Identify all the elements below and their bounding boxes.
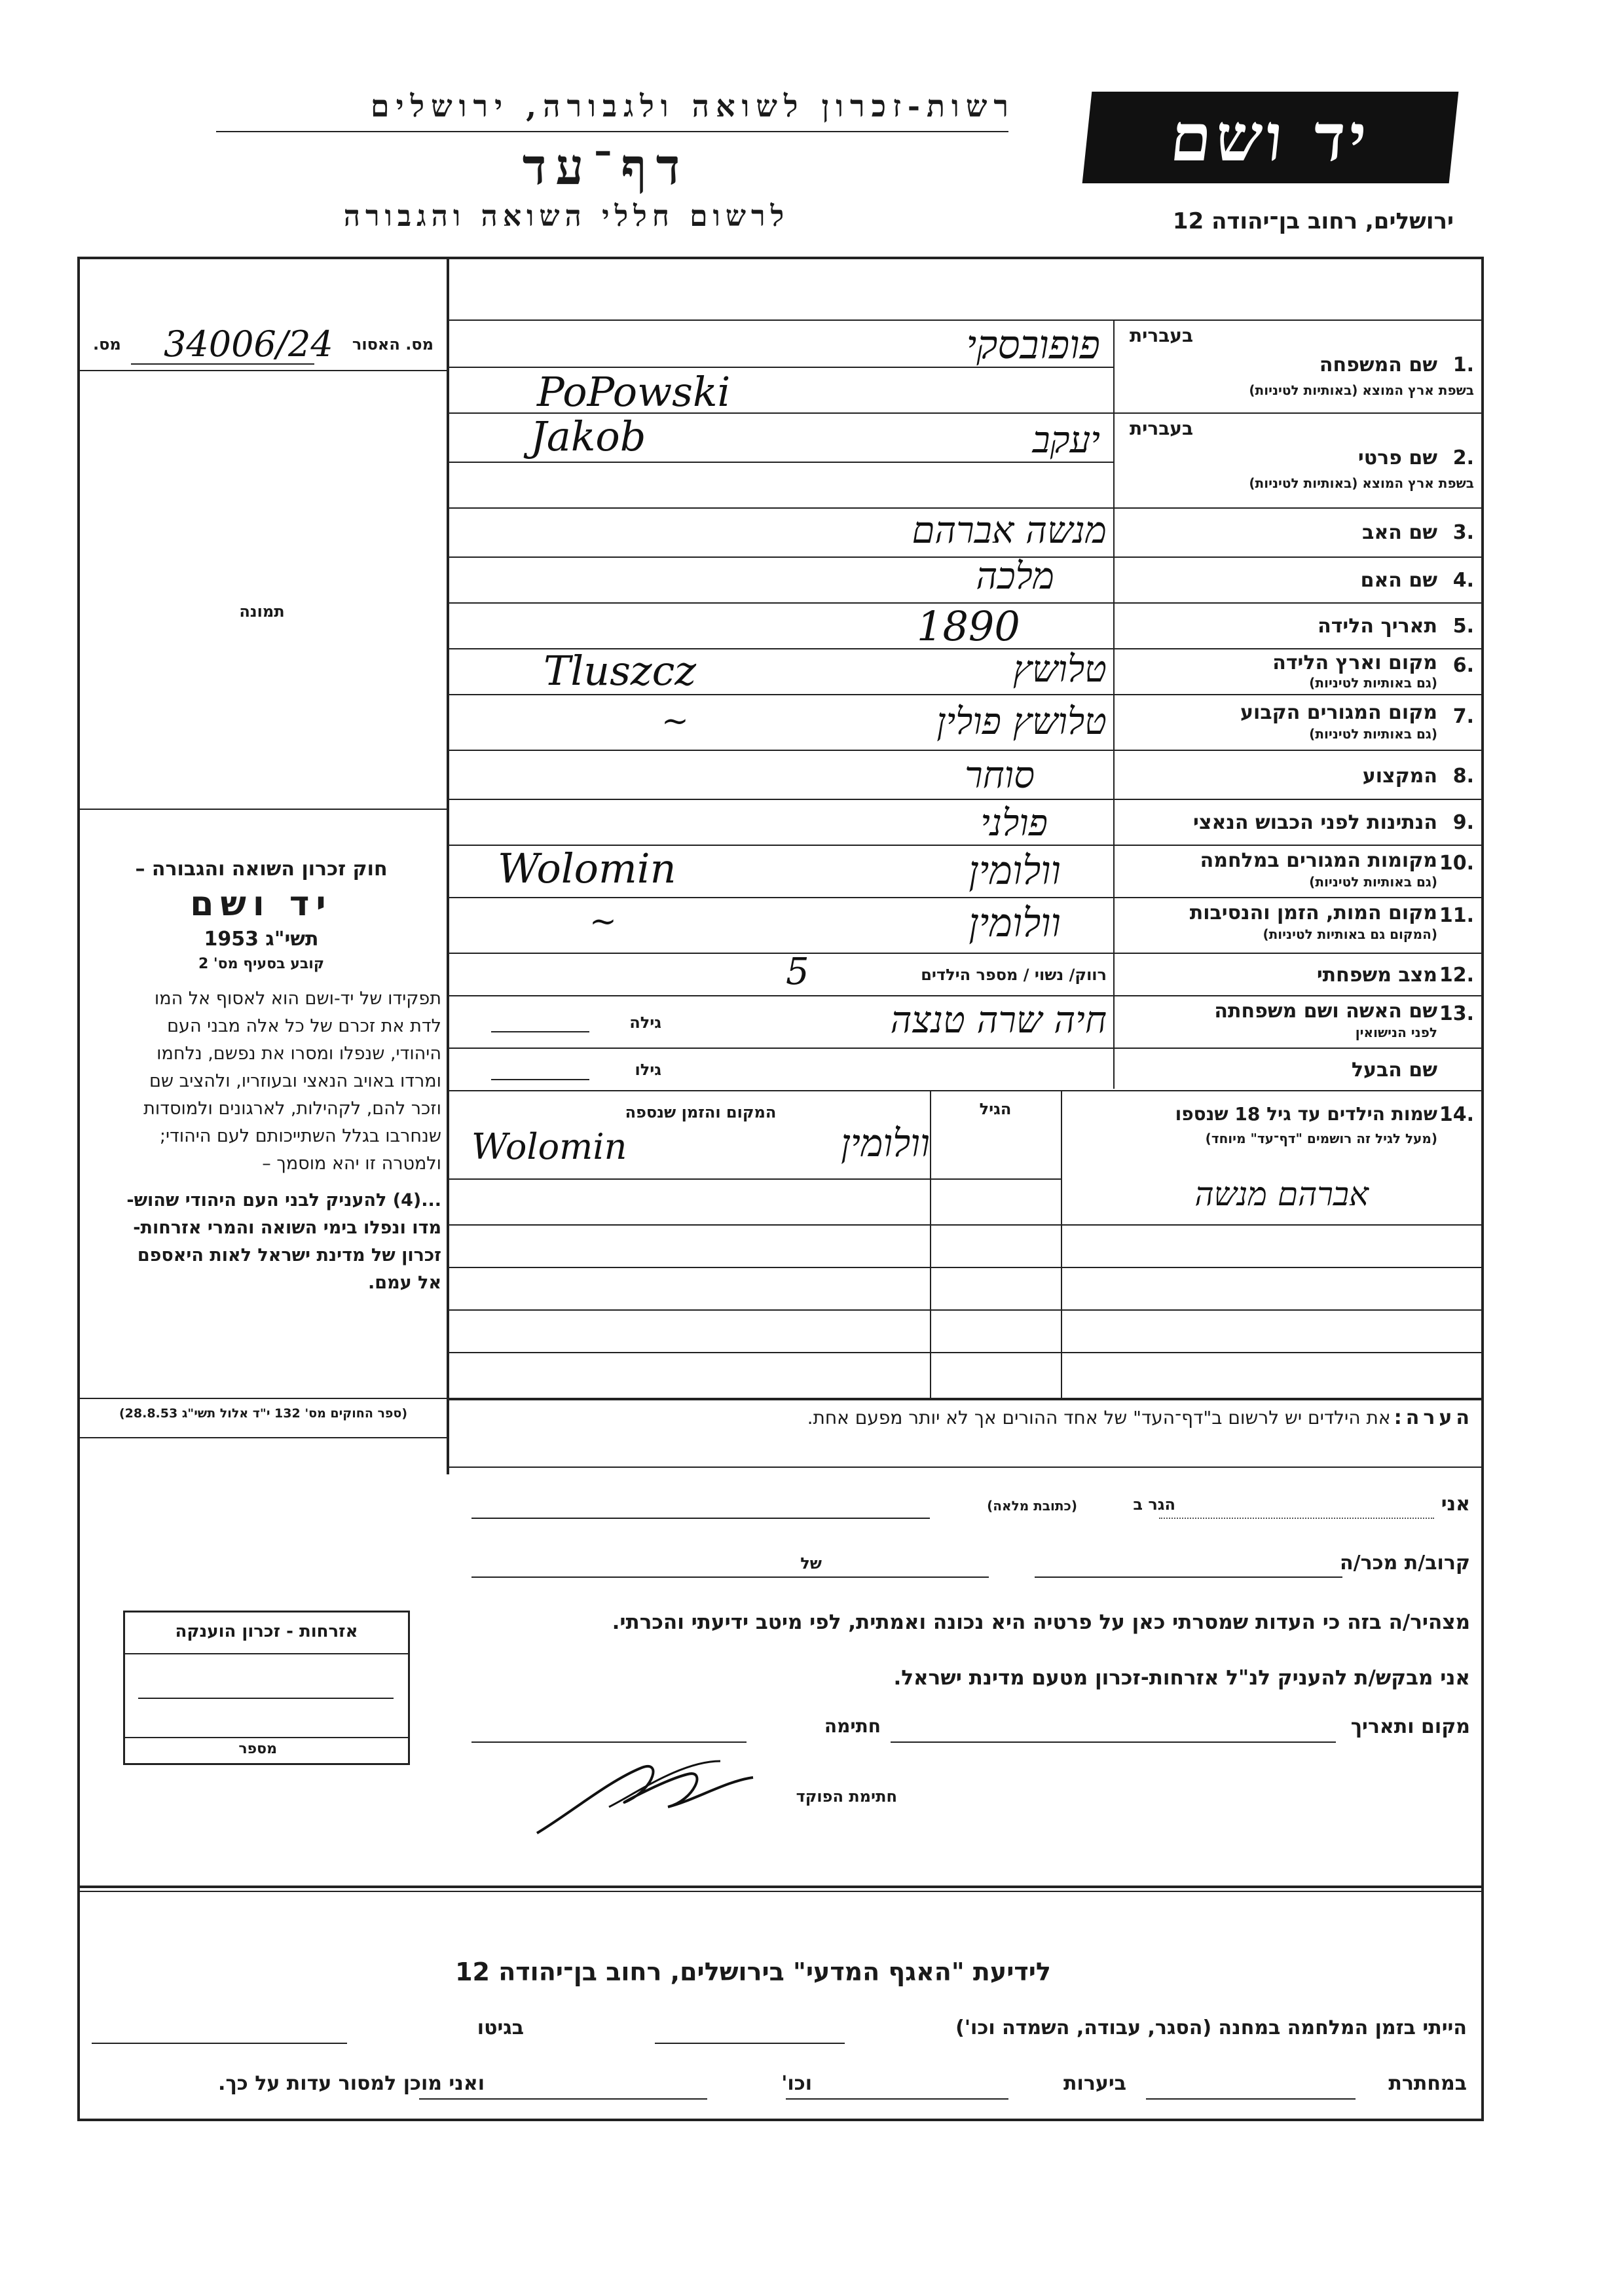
left-column-divider xyxy=(447,257,449,1474)
field-sub: בשפת ארץ המוצא (באותיות לטיניות) xyxy=(1249,382,1474,398)
footer-separator xyxy=(77,1886,1481,1888)
decl-request: אני מבקש/ת להעניק לנ"ל אזרחות-זכרון מטעם מדינת ישראל. xyxy=(893,1666,1470,1690)
wife-age-label: גילה xyxy=(629,1013,661,1032)
declaration-line-2 xyxy=(458,1552,1470,1584)
decl-relation: קרוב/ת מכר/ה xyxy=(1340,1552,1470,1575)
decl-line xyxy=(471,1518,930,1519)
row-line xyxy=(447,1090,1481,1091)
decl-line xyxy=(1035,1576,1342,1578)
archive-number-row xyxy=(85,323,439,367)
decl-signature: חתימה xyxy=(824,1715,881,1737)
citizenship-granted-box xyxy=(123,1611,410,1765)
residence-hebrew: טלושץ פולין xyxy=(936,701,1107,743)
footer-line-1 xyxy=(85,2016,1467,2049)
field-wartime-residence xyxy=(1116,847,1477,896)
children-count: 5 xyxy=(786,951,809,993)
law-clause: קובע בסעיף מס' 2 xyxy=(198,956,325,972)
law-title: חוק זכרון השואה והגבורה – xyxy=(135,858,388,881)
row-line xyxy=(447,507,1481,509)
label-column-divider xyxy=(1113,319,1115,1089)
field-label: שם האב xyxy=(1362,521,1437,544)
field-residence xyxy=(1116,696,1477,748)
field-label: שם פרטי xyxy=(1357,446,1437,469)
field-marital-status xyxy=(1116,955,1477,994)
field-number: 14. xyxy=(1439,1103,1474,1126)
law-text-line: מדו ונפלו בימי השואה והמרי אזרחות- xyxy=(133,1218,441,1238)
children-row-line xyxy=(447,1267,1481,1268)
field-lang: בעברית xyxy=(1130,325,1194,346)
decl-line xyxy=(1159,1518,1434,1519)
box-line xyxy=(138,1698,394,1699)
box-number: מספר xyxy=(238,1741,277,1757)
field-sub: (גם באותיות לטיניות) xyxy=(1309,675,1437,691)
law-text-line: זכרון של מדינת ישראל לאות היאספם xyxy=(137,1245,441,1266)
residence-mark: ~ xyxy=(661,702,689,740)
field-label: תאריך הלידה xyxy=(1318,615,1437,638)
archive-underline xyxy=(131,363,314,365)
field-label: שם האשה ושם משפחתה xyxy=(1214,1000,1437,1023)
note-text: את הילדים יש לרשום ב"דף־העד" של אחד ההורים אך לא יותר מפעם אחת. xyxy=(807,1407,1391,1429)
field-husband-name xyxy=(1116,1049,1477,1089)
birth-place-latin: Tluszcz xyxy=(544,647,696,695)
law-source: (ספר החוקים מס' 132 י"ד אלול תשי"ג 28.8.53) xyxy=(119,1406,408,1421)
children-row-line xyxy=(447,1178,1061,1180)
note-label: הערה: xyxy=(1393,1406,1473,1429)
death-place-mark: ~ xyxy=(589,902,617,940)
row-line xyxy=(447,799,1481,800)
occupation-value: סוחר xyxy=(965,754,1035,797)
note-bottom-line xyxy=(447,1467,1481,1468)
field-family-name xyxy=(1116,322,1477,411)
form-title: דף־עד xyxy=(522,137,690,196)
field-sub: (גם באותיות לטיניות) xyxy=(1309,874,1437,890)
field-number: 5. xyxy=(1452,615,1474,638)
marital-options: רווק/ נשוי / מספר הילדים xyxy=(921,966,1107,984)
first-name-latin: Jakob xyxy=(530,412,646,460)
field-number: 13. xyxy=(1439,1002,1474,1025)
declaration-line-1 xyxy=(458,1493,1470,1525)
authority-line: רשות-זכרון לשואה ולגבורה, ירושלים xyxy=(370,88,1015,124)
field-lang: בעברית xyxy=(1130,418,1194,439)
photo-top-line xyxy=(77,370,447,371)
field-number: 1. xyxy=(1452,354,1474,376)
row-line xyxy=(447,1048,1481,1049)
logo-text: יד ושם xyxy=(1166,99,1375,176)
box-title: אזרחות - זכרון הוענקה xyxy=(175,1622,358,1641)
field-number: 7. xyxy=(1452,705,1474,728)
law-text-line: ...(4) להעניק לבני העם היהודי שהוש- xyxy=(126,1190,441,1211)
law-box xyxy=(81,858,441,1297)
field-death-place xyxy=(1116,899,1477,951)
decl-of: של xyxy=(800,1554,822,1573)
wife-name-value: חיה שרה טנצה xyxy=(890,999,1107,1042)
law-source-top xyxy=(77,1398,447,1399)
officer-signature-scribble xyxy=(530,1741,766,1846)
decl-place-date: מקום ותאריך xyxy=(1350,1715,1470,1738)
box-line xyxy=(125,1653,408,1654)
field-sub: (מעל לגיל זה רושמים "דף־עד" מיוחד) xyxy=(1205,1131,1437,1146)
footer-willing: ואני מוכן למסור עדות על כך. xyxy=(218,2072,485,2095)
law-text xyxy=(81,985,441,1297)
field-sub: בשפת ארץ המוצא (באותיות לטיניות) xyxy=(1249,475,1474,491)
field-label: שמות הילדים עד גיל 18 שנספו xyxy=(1175,1103,1437,1125)
field-label: שם המשפחה xyxy=(1319,354,1437,376)
note-row xyxy=(458,1406,1473,1429)
birth-place-hebrew: טלושץ xyxy=(1012,648,1107,691)
children-col-place: המקום והזמן שנספה xyxy=(625,1103,777,1121)
decl-resident: הגר ב xyxy=(1133,1495,1175,1514)
field-wife-name xyxy=(1116,997,1477,1046)
footer-line-3 xyxy=(85,2072,1467,2105)
row-half-line xyxy=(447,462,1113,463)
field-citizenship xyxy=(1116,801,1477,843)
footer-forests: ביערות xyxy=(1063,2072,1126,2095)
footer-title: לידיעת "האגף המדעי" בירושלים, רחוב בן־יהודה 12 xyxy=(455,1958,1051,1986)
law-text-line: לדת את זכרם של כל אלה מבני העם xyxy=(167,1016,441,1036)
footer-underground: במחתרת xyxy=(1388,2072,1467,2095)
decl-line xyxy=(471,1576,989,1578)
footer-etc: וכו' xyxy=(781,2072,812,2095)
field-sub: (גם באותיות לטיניות) xyxy=(1309,726,1437,742)
decl-statement: מצהיר/ה בזה כי העדות שמסרתי כאן על פרטיה היא נכונה ואמתית, לפי מיטב ידיעתי והכרתי. xyxy=(612,1611,1470,1634)
field-number: 9. xyxy=(1452,811,1474,834)
law-source-bottom xyxy=(77,1437,447,1438)
birth-date-value: 1890 xyxy=(917,602,1020,650)
yad-vashem-logo xyxy=(1082,92,1459,183)
field-label: המקצוע xyxy=(1362,765,1437,788)
field-label: שם האם xyxy=(1360,569,1437,592)
family-name-latin: PoPowski xyxy=(537,368,731,416)
children-row-line xyxy=(447,1309,1481,1311)
footer-ghetto: בגיטו xyxy=(477,2016,524,2039)
death-place-hebrew: וולומין xyxy=(969,900,1061,946)
wartime-residence-latin: Wolomin xyxy=(498,845,676,892)
decl-line xyxy=(891,1741,1336,1743)
field-number: 12. xyxy=(1439,964,1474,987)
form-subtitle: לרשום חללי השואה והגבורה xyxy=(343,200,790,233)
first-name-hebrew: יעקב xyxy=(1032,419,1100,462)
children-col-age: הגיל xyxy=(979,1100,1012,1118)
law-text-line: תפקידו של יד-ושם הוא לאסוף אל המו xyxy=(154,989,441,1009)
field-birth-place xyxy=(1116,650,1477,693)
field-number: 10. xyxy=(1439,852,1474,875)
field-father-name xyxy=(1116,509,1477,555)
children-place-hebrew: וולומין xyxy=(840,1121,930,1165)
father-name-value: מנשה אברהם xyxy=(912,509,1107,552)
field-number: 4. xyxy=(1452,569,1474,592)
law-text-line: שנחרבו בגלל השתייכותם לעם היהודי; xyxy=(159,1126,441,1146)
decl-i-am: אני xyxy=(1441,1493,1470,1516)
law-text-line: היהודי, שנפלו ומסרו את נפשם, נלחמו xyxy=(157,1044,441,1064)
field-label: מצב משפחתי xyxy=(1316,964,1437,987)
law-name: יד ושם xyxy=(190,884,333,924)
header-address: ירושלים, רחוב בן־יהודה 12 xyxy=(1172,208,1454,234)
footer-line xyxy=(92,2043,347,2044)
row-line xyxy=(447,750,1481,751)
field-number: 8. xyxy=(1452,765,1474,788)
field-label: שם הבעל xyxy=(1351,1059,1437,1082)
field-label: הנתינות לפני הכבוש הנאצי xyxy=(1193,811,1437,834)
footer-camp: הייתי בזמן המלחמה במחנה (הסגר, עבודה, השמדה וכו') xyxy=(955,2016,1467,2039)
officer-signature-label: חתימת הפוקד xyxy=(796,1787,897,1806)
row-line xyxy=(447,897,1481,898)
children-row-line xyxy=(447,1224,1481,1226)
field-occupation xyxy=(1116,752,1477,797)
photo-label: תמונה xyxy=(239,602,285,621)
row-line xyxy=(447,953,1481,954)
field-label: מקום המגורים הקבוע xyxy=(1240,701,1437,724)
field-label: מקום המות, הזמן והנסיבות xyxy=(1189,902,1437,924)
top-row-divider xyxy=(447,319,1481,321)
box-line xyxy=(125,1737,408,1738)
wife-age-line xyxy=(491,1031,589,1032)
footer-line xyxy=(655,2043,845,2044)
field-sub: (המקום גם באותיות לטיניות) xyxy=(1263,926,1437,942)
law-year: תשי"ג 1953 xyxy=(204,928,319,951)
archive-label: מס. האסור xyxy=(352,335,434,354)
mother-name-value: מלכה xyxy=(976,555,1054,598)
field-number: 11. xyxy=(1439,904,1474,927)
law-text-line: וזכר להם, לקהילות, לארגונים ולמוסדות xyxy=(143,1099,441,1119)
decl-full-address: (כתובת מלאה) xyxy=(987,1498,1077,1514)
husband-age-label: גילו xyxy=(635,1061,661,1079)
children-table-bottom xyxy=(447,1398,1481,1400)
footer-separator-inner xyxy=(77,1891,1481,1892)
husband-age-line xyxy=(491,1079,589,1080)
photo-bottom-line xyxy=(77,809,447,810)
citizenship-value: פולני xyxy=(980,802,1048,845)
field-first-name xyxy=(1116,415,1477,507)
law-text-line: ומרדו באויב הנאצי ובעוזריו, ולהציב שם xyxy=(149,1071,441,1091)
children-place-latin: Wolomin xyxy=(471,1126,627,1167)
field-label: מקומות המגורים במלחמה xyxy=(1200,849,1437,872)
archive-number: 34006/24 xyxy=(164,323,333,365)
law-text-line: ולמטרה זו יהא מוסמך – xyxy=(262,1154,441,1174)
wartime-residence-hebrew: וולומין xyxy=(969,848,1061,894)
authority-underline xyxy=(216,131,1008,132)
field-number: 2. xyxy=(1452,446,1474,469)
family-name-hebrew: פופובסקי xyxy=(966,322,1100,368)
field-birth-date xyxy=(1116,604,1477,647)
children-row-line xyxy=(447,1352,1481,1353)
field-number: 3. xyxy=(1452,521,1474,544)
field-mother-name xyxy=(1116,558,1477,601)
serial-prefix: מס. xyxy=(93,335,121,354)
child-name: אברהם מנשה xyxy=(1194,1175,1369,1213)
field-sub: לפני הנישואין xyxy=(1355,1025,1437,1040)
field-label: מקום וארץ הלידה xyxy=(1272,651,1437,674)
law-text-line: אל עמם. xyxy=(368,1273,441,1293)
field-number: 6. xyxy=(1452,654,1474,677)
field-children xyxy=(1064,1097,1477,1162)
row-line xyxy=(447,995,1481,996)
